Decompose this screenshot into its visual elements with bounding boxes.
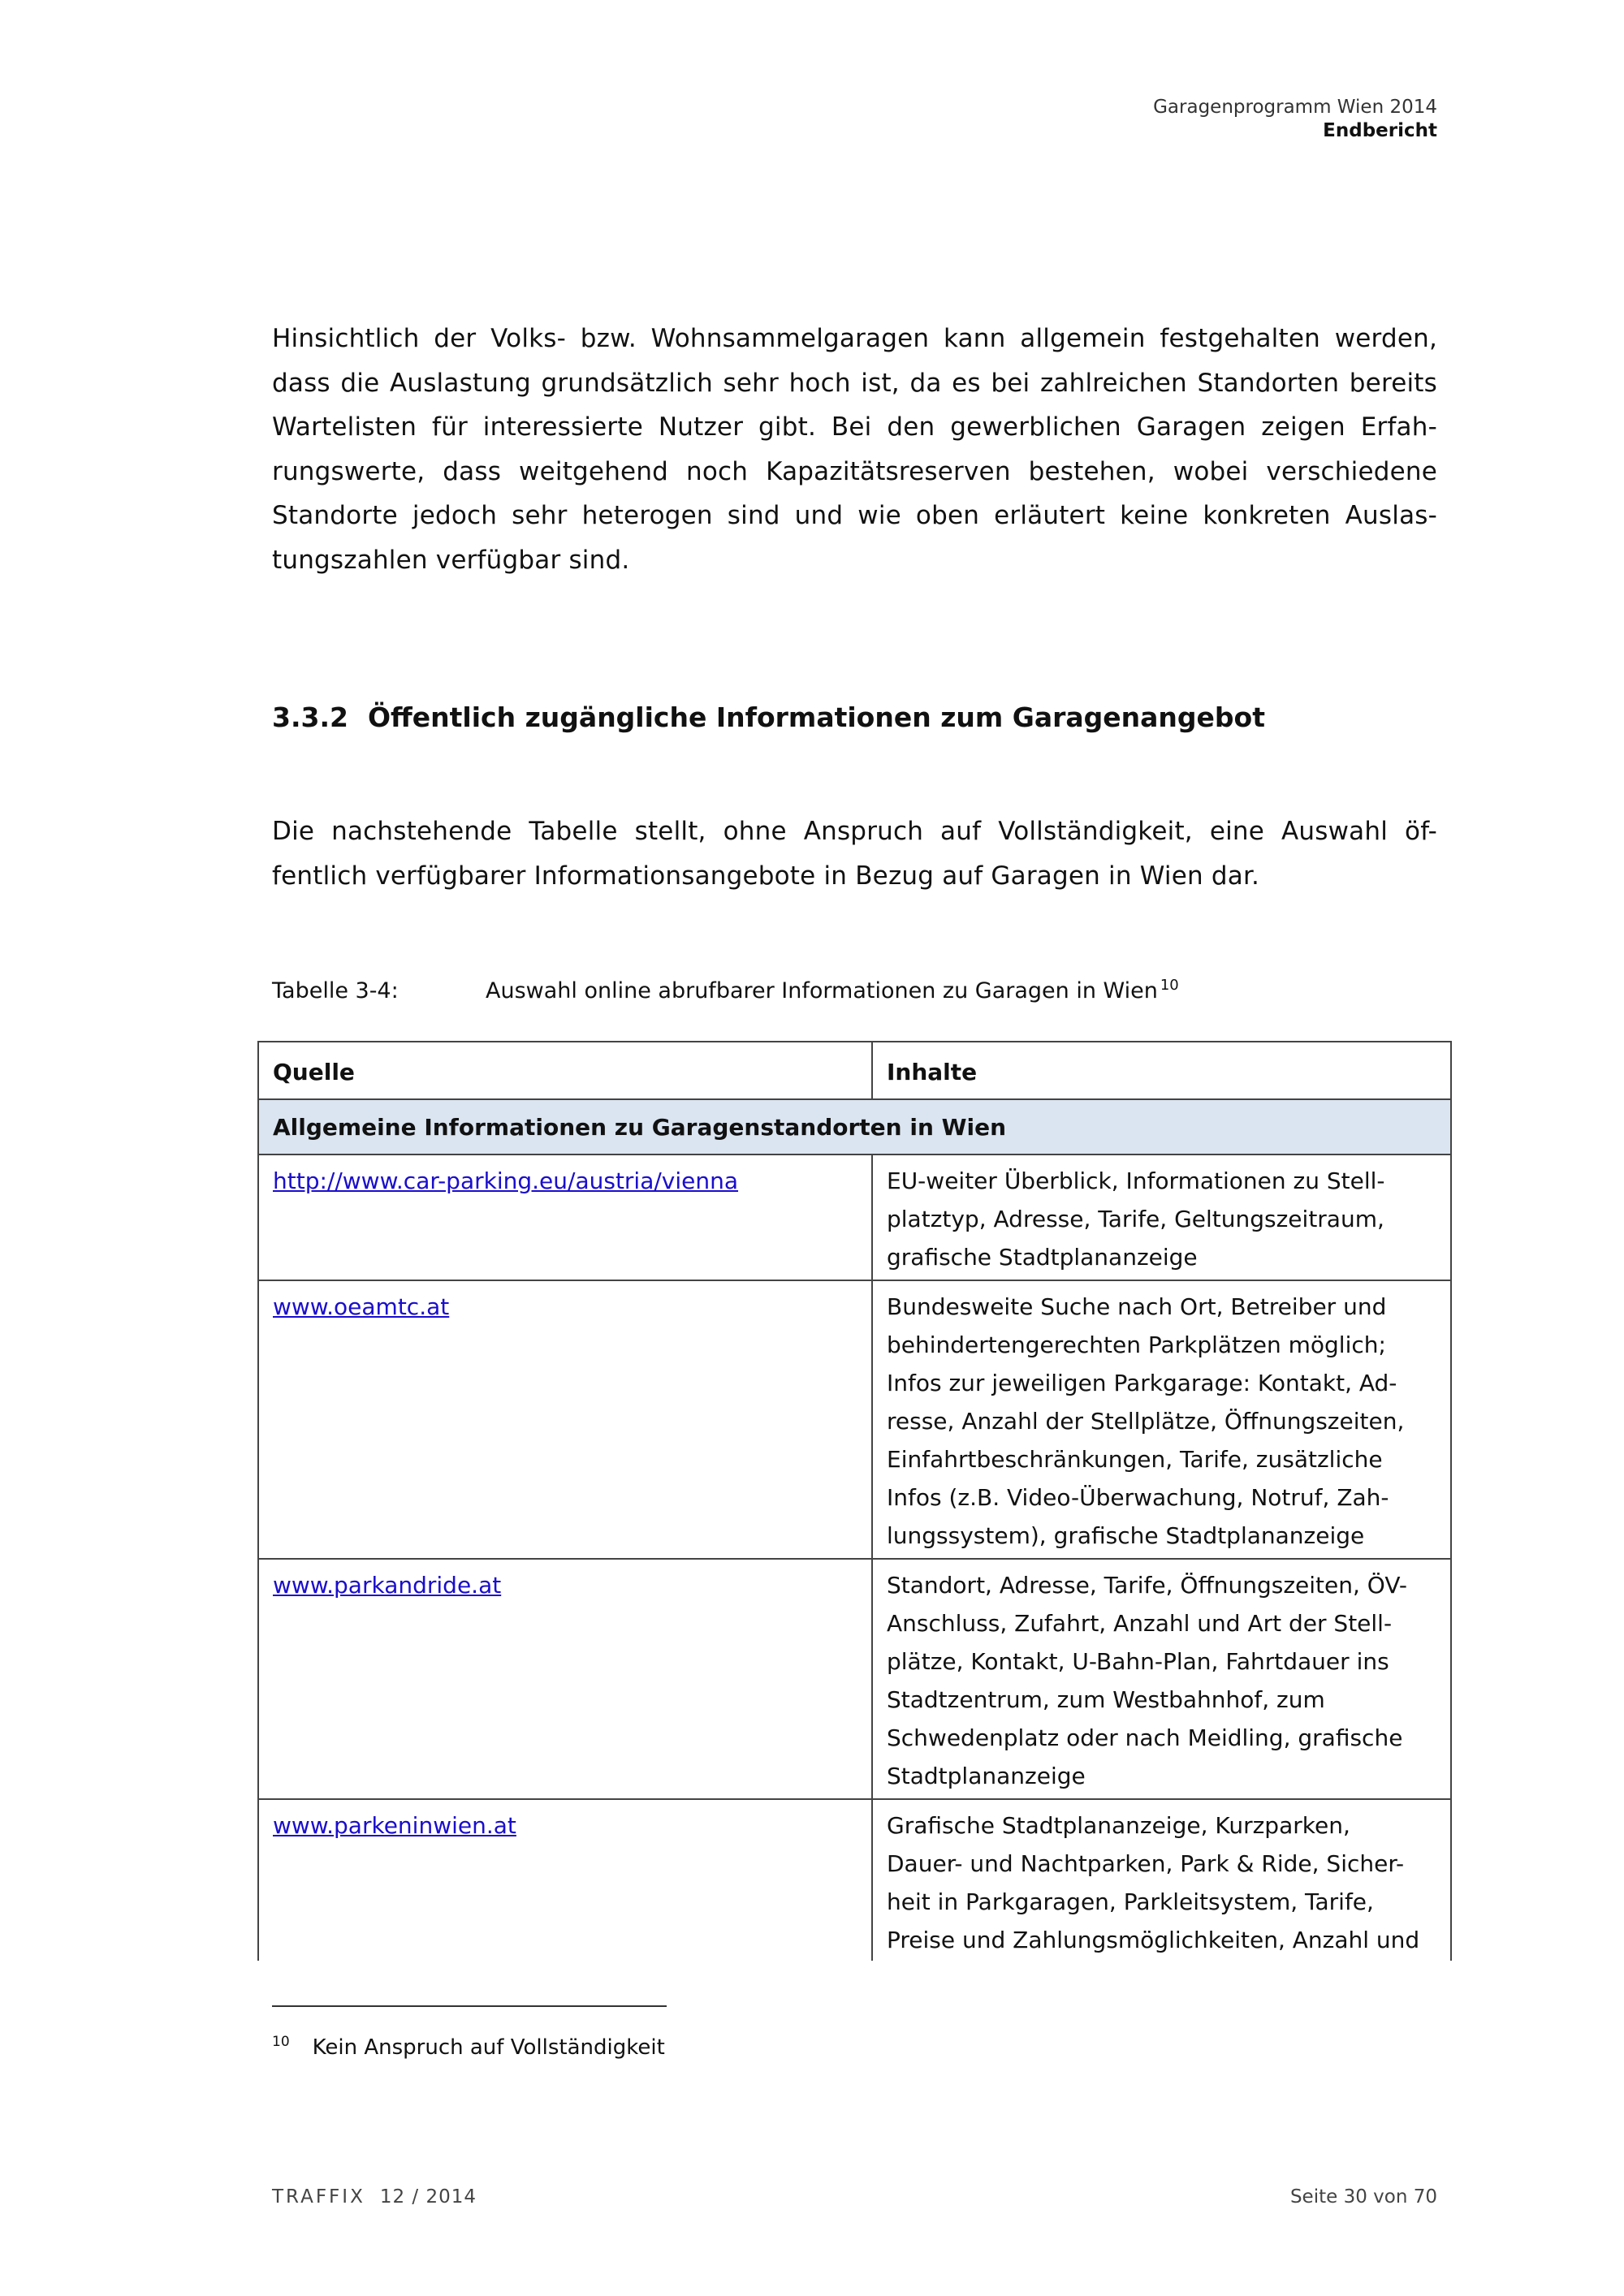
source-link[interactable]: www.parkandride.at bbox=[273, 1572, 502, 1599]
content-cell bbox=[872, 1799, 1451, 1961]
content-line: Infos (z.B. Video-Überwachung, Notruf, Zah- bbox=[887, 1484, 1389, 1511]
section-title: Öffentlich zugängliche Informationen zum Garagenangebot bbox=[368, 701, 1266, 733]
content-line: Anschluss, Zufahrt, Anzahl und Art der Stell- bbox=[887, 1610, 1393, 1637]
footer-company: TRAFFIX bbox=[272, 2186, 365, 2208]
table-header-row bbox=[258, 1042, 1451, 1099]
source-cell bbox=[258, 1559, 872, 1799]
paragraph-line: tungszahlen verfügbar sind. bbox=[272, 545, 630, 575]
content-cell bbox=[872, 1559, 1451, 1799]
content-line: grafische Stadtplananzeige bbox=[887, 1244, 1198, 1271]
footer-date: 12 / 2014 bbox=[379, 2186, 477, 2208]
content-line: Standort, Adresse, Tarife, Öffnungszeiten, ÖV- bbox=[887, 1572, 1407, 1599]
content-line: Infos zur jeweiligen Parkgarage: Kontakt, Ad- bbox=[887, 1370, 1397, 1396]
table-row bbox=[258, 1154, 1451, 1280]
content-line: resse, Anzahl der Stellplätze, Öffnungszeiten, bbox=[887, 1408, 1405, 1435]
source-cell bbox=[258, 1280, 872, 1559]
source-link[interactable]: http://www.car-parking.eu/austria/vienna bbox=[273, 1167, 739, 1194]
source-link[interactable]: www.parkeninwien.at bbox=[273, 1812, 516, 1839]
paragraph-line: fentlich verfügbarer Informationsangebote in Bezug auf Garagen in Wien dar. bbox=[272, 861, 1260, 891]
source-cell bbox=[258, 1799, 872, 1961]
footnote-divider bbox=[272, 2005, 667, 2007]
header-quelle: Quelle bbox=[258, 1042, 872, 1099]
footer-left bbox=[272, 2186, 477, 2208]
content-line: Bundesweite Suche nach Ort, Betreiber und bbox=[887, 1293, 1387, 1320]
content-line: Grafische Stadtplananzeige, Kurzparken, bbox=[887, 1812, 1350, 1839]
paragraph-line: Hinsichtlich der Volks- bzw. Wohnsammelgaragen kann allgemein festgehalten werden, bbox=[272, 324, 1437, 353]
content-cell bbox=[872, 1154, 1451, 1280]
content-line: Schwedenplatz oder nach Meidling, grafische bbox=[887, 1724, 1403, 1751]
paragraph-line: Standorte jedoch sehr heterogen sind und wie oben erläutert keine konkreten Auslas- bbox=[272, 501, 1437, 530]
content-line: lungssystem), grafische Stadtplananzeige bbox=[887, 1522, 1365, 1549]
section-row-label: Allgemeine Informationen zu Garagenstandorten in Wien bbox=[258, 1099, 1451, 1154]
footer-page-number: Seite 30 von 70 bbox=[1289, 2186, 1437, 2208]
content-line: behindertengerechten Parkplätzen möglich; bbox=[887, 1331, 1386, 1358]
header-inhalte: Inhalte bbox=[872, 1042, 1451, 1099]
paragraph-line: dass die Auslastung grundsätzlich sehr hoch ist, da es bei zahlreichen Standorten bereits bbox=[272, 368, 1437, 398]
content-line: EU-weiter Überblick, Informationen zu Stell- bbox=[887, 1167, 1385, 1194]
paragraph-line: Die nachstehende Tabelle stellt, ohne Anspruch auf Vollständigkeit, eine Auswahl öf- bbox=[272, 817, 1437, 846]
content-line: platztyp, Adresse, Tarife, Geltungszeitraum, bbox=[887, 1206, 1384, 1232]
content-line: Einfahrtbeschränkungen, Tarife, zusätzliche bbox=[887, 1446, 1383, 1473]
content-cell bbox=[872, 1280, 1451, 1559]
footnote-text: Kein Anspruch auf Vollständigkeit bbox=[312, 2035, 665, 2060]
section-number: 3.3.2 bbox=[272, 701, 348, 733]
paragraph-line: Wartelisten für interessierte Nutzer gibt. Bei den gewerblichen Garagen zeigen Erfah- bbox=[272, 412, 1437, 442]
table-row bbox=[258, 1280, 1451, 1559]
content-line: plätze, Kontakt, U-Bahn-Plan, Fahrtdauer ins bbox=[887, 1648, 1389, 1675]
source-link[interactable]: www.oeamtc.at bbox=[273, 1293, 450, 1320]
info-table bbox=[257, 1041, 1452, 1961]
footnote bbox=[272, 2034, 665, 2060]
footnote-ref: 10 bbox=[1160, 977, 1179, 994]
table-section-row bbox=[258, 1099, 1451, 1154]
caption-label: Tabelle 3-4: bbox=[272, 978, 399, 1003]
header-title: Garagenprogramm Wien 2014 bbox=[1153, 97, 1437, 118]
content-line: Preise und Zahlungsmöglichkeiten, Anzahl und bbox=[887, 1927, 1420, 1953]
table-row bbox=[258, 1559, 1451, 1799]
header-subtitle: Endbericht bbox=[1323, 120, 1437, 141]
caption-text: Auswahl online abrufbarer Informationen zu Garagen in Wien bbox=[486, 978, 1158, 1003]
table-row bbox=[258, 1799, 1451, 1961]
content-line: heit in Parkgaragen, Parkleitsystem, Tarife, bbox=[887, 1888, 1374, 1915]
paragraph-line: rungswerte, dass weitgehend noch Kapazitätsreserven bestehen, wobei verschiedene bbox=[272, 456, 1437, 486]
content-line: Stadtplananzeige bbox=[887, 1763, 1086, 1789]
source-cell bbox=[258, 1154, 872, 1280]
footnote-number: 10 bbox=[272, 2034, 290, 2050]
content-line: Stadtzentrum, zum Westbahnhof, zum bbox=[887, 1686, 1325, 1713]
content-line: Dauer- und Nachtparken, Park & Ride, Sicher- bbox=[887, 1850, 1405, 1877]
